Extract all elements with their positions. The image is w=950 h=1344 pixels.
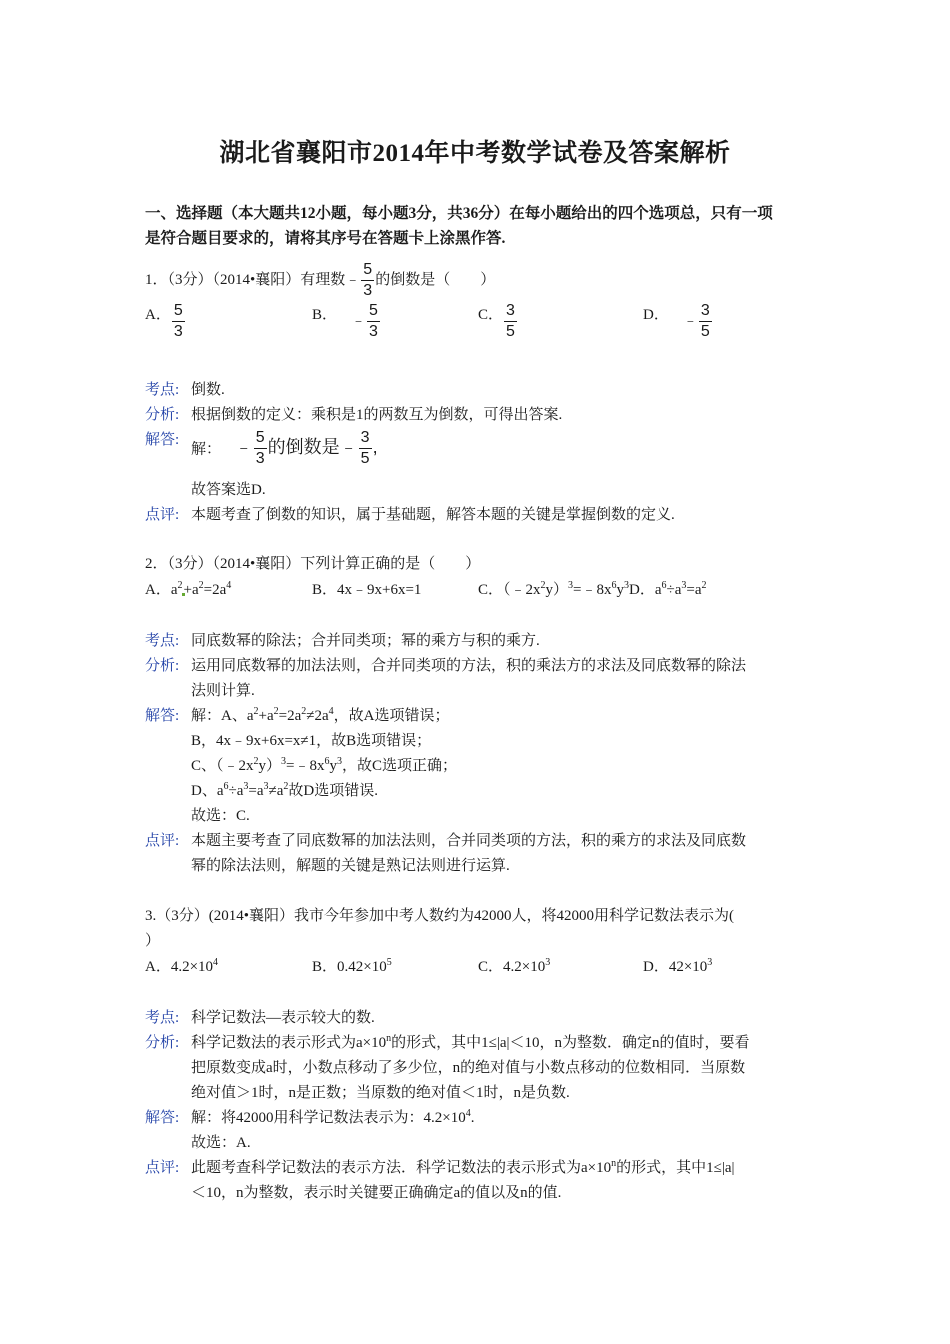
q1-option-a-label: A．	[145, 307, 171, 323]
q2-j4-e4: 2	[283, 781, 289, 792]
q3-a-text: A．4.2×10	[145, 959, 214, 975]
q2-j1-t3: =2a	[278, 708, 302, 724]
q2-j3-t4: y	[329, 758, 337, 774]
q1-stem-denominator: 3	[363, 282, 373, 299]
q2-j1-e1: 2	[253, 706, 259, 717]
q1-jieda-end: ,	[372, 437, 378, 458]
q1-jieda-expr	[234, 429, 378, 467]
q1-option-d-label: D．	[643, 307, 669, 323]
q3-fenxi-line2: 把原数变成a时，小数点移动了多少位，n的绝对值与小数点移动的位数相同．当原数	[191, 1060, 746, 1076]
q2-dianping-line1: 本题主要考查了同底数幂的加法法则，合并同类项的方法，积的乘方的求法及同底数	[191, 833, 747, 849]
q2-j3-e4: 3	[337, 756, 342, 767]
q2-jieda-line4	[191, 779, 378, 800]
section-heading-line1: 一、选择题（本大题共12小题，每小题3分，共36分）在每小题给出的四个选项总，只有一项	[145, 205, 773, 222]
q2-fenxi-label: 分析:	[145, 658, 180, 674]
q2-j4-t5: 故D选项错误.	[288, 783, 378, 799]
q2-kaodian-text: 同底数幂的除法；合并同类项；幂的乘方与积的乘方.	[191, 633, 540, 649]
q3-fenxi-line1	[191, 1031, 750, 1052]
q1-jieda-numerator-1: 5	[254, 430, 267, 449]
q1-jieda-line2: 故答案选D.	[191, 482, 266, 498]
q3-fenxi-label: 分析:	[145, 1035, 180, 1051]
q2-option-b: B．4x﹣9x+6x=1	[312, 582, 422, 598]
q1-option-a-fraction	[172, 303, 185, 340]
q1-stem-numerator: 5	[361, 262, 374, 281]
section-heading-line2: 是符合题目要求的，请将其序号在答题卡上涂黑作答.	[145, 230, 506, 247]
q3-c-text: C．4.2×10	[478, 959, 546, 975]
q2-kaodian-label: 考点:	[145, 633, 180, 649]
q2-jieda-label: 解答:	[145, 708, 180, 724]
q3-d1-t1: 此题考查科学记数法的表示方法．科学记数法的表示形式为a×10	[191, 1160, 612, 1176]
q1-option-a	[145, 303, 186, 340]
q2-j1-t5: ，故A选项错误；	[333, 708, 450, 724]
q3-d1-t2: 的形式，其中1≤|a|	[616, 1160, 735, 1176]
q3-d-text: D．42×10	[643, 959, 708, 975]
q2-a-exp-3: 4	[226, 580, 232, 591]
q2-stem: 2．（3分）（2014•襄阳）下列计算正确的是（ ）	[145, 556, 481, 572]
q3-kaodian-label: 考点:	[145, 1010, 180, 1026]
q1-option-d-denominator: 5	[700, 323, 710, 341]
q1-option-c	[478, 303, 518, 340]
q2-c-text-4: y	[616, 582, 624, 598]
q1-option-d-sign: ﹣	[682, 313, 698, 329]
q2-option-a	[145, 578, 231, 599]
q1-jieda-fraction-1	[254, 430, 267, 467]
q1-option-b-label: B．	[312, 307, 338, 323]
q2-d-text-2: ÷a	[666, 582, 682, 598]
q3-f1-t2: 的形式，其中1≤|a|＜10，n为整数．确定n的值时，要看	[391, 1035, 750, 1051]
q1-jieda-prefix: 解：	[191, 441, 222, 458]
q1-option-b-sign: ﹣	[351, 313, 367, 329]
q2-d-text-3: =a	[686, 582, 702, 598]
q2-jieda-line1	[191, 704, 449, 725]
q1-dianping-text: 本题考查了倒数的知识，属于基础题，解答本题的关键是掌握倒数的定义.	[191, 507, 675, 523]
q1-option-b-denominator: 3	[369, 323, 378, 341]
q1-option-d-fraction	[699, 303, 712, 340]
q3-dianping-line2: ＜10，n为整数，表示时关键要正确确定a的值以及n的值.	[191, 1185, 562, 1201]
page-title: 湖北省襄阳市2014年中考数学试卷及答案解析	[219, 140, 731, 167]
q2-dianping-label: 点评:	[145, 833, 180, 849]
q3-b-text: B．0.42×10	[312, 959, 387, 975]
q3-jieda-line2: 故选：A.	[191, 1135, 251, 1151]
q1-option-b-numerator: 5	[367, 303, 380, 322]
q2-j4-t4: ≠a	[268, 783, 284, 799]
q2-c-exp-4: 3	[624, 580, 629, 591]
q3-option-c	[478, 955, 550, 976]
q2-jieda-line3	[191, 754, 457, 775]
q2-jieda-line2: B，4x﹣9x+6x=x≠1，故B选项错误；	[191, 733, 432, 749]
q2-c-text-2: y）	[545, 582, 569, 598]
q2-j1-e2: 2	[273, 706, 279, 717]
q3-d-exp: 3	[707, 957, 713, 968]
q2-j4-t2: ÷a	[228, 783, 244, 799]
q1-fenxi-text: 根据倒数的定义：乘积是1的两数互为倒数，可得出答案.	[191, 407, 563, 423]
q2-j3-t3: =﹣8x	[286, 758, 325, 774]
q1-stem-text: 1．（3分）（2014•襄阳）有理数	[145, 271, 346, 288]
q1-jieda-fraction-2	[359, 430, 372, 467]
q2-j4-t3: =a	[248, 783, 264, 799]
q2-option-a-label: A．	[145, 582, 171, 598]
q2-fenxi-line1: 运用同底数幂的加法法则，合并同类项的方法，积的乘法方的求法及同底数幂的除法	[191, 658, 747, 674]
q2-dianping-line2: 幂的除法法则，解题的关键是熟记法则进行运算.	[191, 858, 510, 874]
q3-a-exp: 4	[213, 957, 219, 968]
q1-option-c-numerator: 3	[504, 303, 517, 322]
q2-jieda-line5: 故选：C.	[191, 808, 250, 824]
q2-d-exp-1: 6	[661, 580, 667, 591]
q3-option-d	[643, 955, 712, 976]
q2-c-exp-3: 6	[611, 580, 617, 591]
q1-jieda-denominator-2: 5	[360, 450, 370, 467]
q1-option-a-denominator: 3	[173, 323, 183, 341]
q2-j1-e3: 2	[301, 706, 307, 717]
q2-c-text-1: C．（﹣2x	[478, 582, 541, 598]
q1-stem-fraction	[361, 262, 374, 299]
q1-option-d-numerator: 3	[699, 303, 712, 322]
q2-d-text-1: D．a	[629, 582, 662, 598]
q2-a-text-1: a	[170, 582, 178, 598]
q2-j4-e2: 3	[243, 781, 249, 792]
q3-f1-t1: 科学记数法的表示形式为a×10	[191, 1035, 387, 1051]
q1-option-c-fraction	[504, 303, 517, 340]
q2-a-exp-2: 2	[198, 580, 204, 591]
q2-j1-t4: ≠2a	[306, 708, 329, 724]
q3-dianping-line1	[191, 1156, 735, 1177]
q1-option-b	[312, 303, 381, 340]
q1-fenxi-label: 分析:	[145, 407, 180, 423]
q2-j4-t1: D、a	[191, 783, 224, 799]
q1-kaodian-text: 倒数.	[191, 382, 225, 398]
q1-kaodian-label: 考点:	[145, 382, 180, 398]
q1-jieda-middle: 的倒数是﹣	[267, 437, 358, 458]
q3-jieda-label: 解答:	[145, 1110, 180, 1126]
q2-c-exp-1: 2	[540, 580, 546, 591]
q1-jieda-label: 解答:	[145, 432, 180, 448]
q2-j1-t2: +a	[258, 708, 274, 724]
q1-option-c-denominator: 5	[506, 323, 515, 341]
q2-j3-e2: 3	[281, 756, 287, 767]
q3-stem-line2: ）	[145, 933, 161, 949]
q1-stem	[145, 262, 495, 299]
q1-jieda-sign: ﹣	[234, 437, 253, 458]
q2-fenxi-line2: 法则计算.	[191, 683, 255, 699]
q2-c-text-3: =﹣8x	[573, 582, 612, 598]
q3-fenxi-line3: 绝对值＞1时，n是正数；当原数的绝对值＜1时，n是负数.	[191, 1085, 570, 1101]
q2-a-text-3: =2a	[203, 582, 227, 598]
q2-j4-e3: 3	[263, 781, 269, 792]
q1-jieda-line1	[191, 430, 378, 467]
q3-c-exp: 3	[545, 957, 551, 968]
q3-j1-t1: 解：将42000用科学记数法表示为：4.2×10	[191, 1110, 466, 1126]
q1-jieda-denominator-1: 3	[255, 450, 265, 467]
q3-stem-line1: 3.（3分）(2014•襄阳）我市今年参加中考人数约为42000人，将42000用科学记数法表示为(	[145, 908, 734, 924]
q3-d1-exp: n	[611, 1158, 617, 1169]
q3-kaodian-text: 科学记数法—表示较大的数.	[191, 1010, 375, 1026]
q2-j3-t2: y）	[258, 758, 282, 774]
q3-option-a	[145, 955, 218, 976]
q2-j3-e3: 6	[324, 756, 330, 767]
q3-dianping-label: 点评:	[145, 1160, 180, 1176]
q3-option-b	[312, 955, 392, 976]
q1-stem-end: 的倒数是（ ）	[375, 271, 496, 288]
q2-option-c-d	[478, 578, 707, 599]
q2-j1-e4: 4	[328, 706, 334, 717]
q2-a-text-2: +a	[183, 582, 199, 598]
q2-a-exp-1: 2	[177, 580, 183, 591]
q3-j1-exp: 4	[465, 1108, 471, 1119]
q2-d-exp-3: 2	[701, 580, 707, 591]
q2-j1-t1: 解：A、a	[191, 708, 254, 724]
q1-option-b-fraction	[367, 303, 380, 340]
q1-option-a-numerator: 5	[172, 303, 185, 322]
q3-j1-t2: .	[470, 1110, 475, 1126]
q2-d-exp-2: 3	[681, 580, 687, 591]
q1-stem-sign: ﹣	[345, 271, 361, 288]
q3-f1-exp: n	[386, 1033, 392, 1044]
q1-dianping-label: 点评:	[145, 507, 180, 523]
q2-c-exp-2: 3	[568, 580, 574, 591]
q1-option-c-label: C．	[478, 307, 504, 323]
q2-j3-t5: ，故C选项正确；	[342, 758, 458, 774]
q2-j3-t1: C、（﹣2x	[191, 758, 254, 774]
q2-j4-e1: 6	[223, 781, 229, 792]
q1-option-d	[643, 303, 713, 340]
q3-b-exp: 5	[386, 957, 392, 968]
q3-jieda-line1	[191, 1106, 474, 1127]
q1-jieda-numerator-2: 3	[359, 430, 372, 449]
q2-j3-e1: 2	[253, 756, 259, 767]
